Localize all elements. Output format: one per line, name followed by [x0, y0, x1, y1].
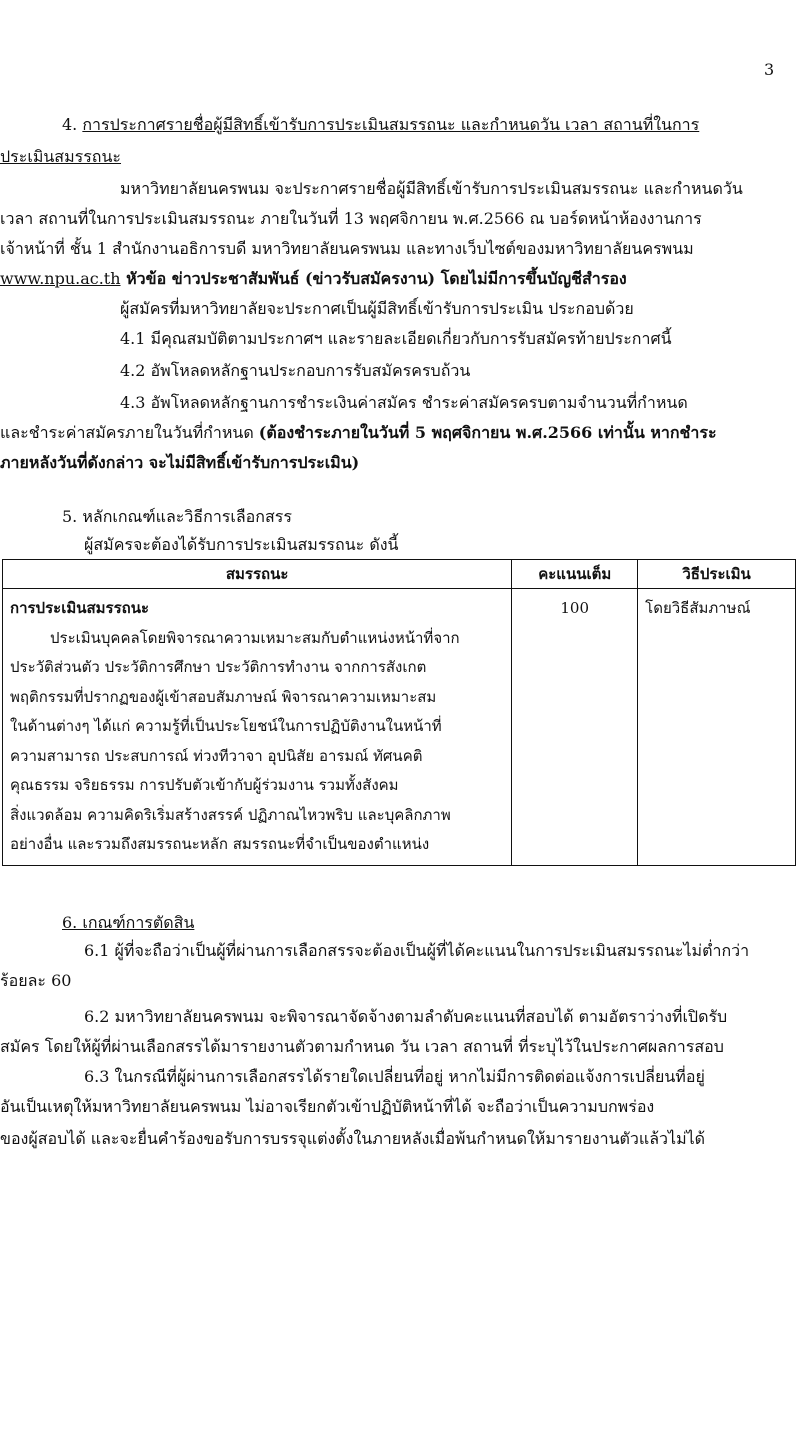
- competency-line: ในด้านต่างๆ ได้แก่ ความรู้ที่เป็นประโยชน์ในการปฏิบัติงานในหน้าที่: [10, 717, 442, 735]
- section4-para1-line3: เจ้าหน้าที่ ชั้น 1 สำนักงานอธิการบดี มหาวิทยาลัยนครพนม และทางเว็บไซต์ของมหาวิทยาลัยนครพนม: [0, 239, 694, 258]
- method-value: โดยวิธีสัมภาษณ์: [645, 599, 751, 617]
- section6-p62-line2: สมัคร โดยให้ผู้ที่ผ่านเลือกสรรได้มารายงานตัวตามกำหนด วัน เวลา สถานที่ ที่ระบุไว้ในประกาศผลการสอบ: [0, 1037, 724, 1056]
- section4-para1-line1: มหาวิทยาลัยนครพนม จะประกาศรายชื่อผู้มีสิทธิ์เข้ารับการประเมินสมรรถนะ และกำหนดวัน: [120, 179, 743, 198]
- competency-line: ประเมินบุคคลโดยพิจารณาความเหมาะสมกับตำแหน่งหน้าที่จาก: [50, 628, 460, 647]
- section6-heading: 6. เกณฑ์การตัดสิน: [62, 913, 195, 932]
- competency-table: [2, 559, 796, 866]
- section6-p61-line1: 6.1 ผู้ที่จะถือว่าเป็นผู้ที่ผ่านการเลือกสรรจะต้องเป็นผู้ที่ได้คะแนนในการประเมินสมรรถนะไม่ต่ำกว่า: [84, 941, 750, 960]
- section4-item3-line2-normal: และชำระค่าสมัครภายในวันที่กำหนด: [0, 423, 259, 442]
- competency-line: ประวัติส่วนตัว ประวัติการศึกษา ประวัติการทำงาน จากการสังเกต: [10, 658, 427, 676]
- section4-para2: ผู้สมัครที่มหาวิทยาลัยจะประกาศเป็นผู้มีสิทธิ์เข้ารับการประเมิน ประกอบด้วย: [120, 299, 634, 318]
- full-score-value: 100: [560, 599, 590, 617]
- score-cell: [512, 589, 638, 866]
- competency-line: อย่างอื่น และรวมถึงสมรรถนะหลัก สมรรถนะที่จำเป็นของตำแหน่ง: [10, 835, 430, 853]
- section4-heading-number: 4.: [62, 115, 78, 134]
- section6-p63-line2: อันเป็นเหตุให้มหาวิทยาลัยนครพนม ไม่อาจเรียกตัวเข้าปฏิบัติหน้าที่ได้ จะถือว่าเป็นความบกพร่อง: [0, 1097, 655, 1116]
- competency-line: คุณธรรม จริยธรรม การปรับตัวเข้ากับผู้ร่วมงาน รวมทั้งสังคม: [10, 776, 399, 794]
- section4-heading-cont: ประเมินสมรรถนะ: [0, 147, 122, 166]
- section5-intro: ผู้สมัครจะต้องได้รับการประเมินสมรรถนะ ดังนี้: [84, 535, 399, 554]
- method-cell: [638, 589, 796, 866]
- competency-line: สิ่งแวดล้อม ความคิดริเริ่มสร้างสรรค์ ปฏิภาณไหวพริบ และบุคลิกภาพ: [10, 805, 451, 824]
- section4-item3-line2-bold: (ต้องชำระภายในวันที่ 5 พฤศจิกายน พ.ศ.2566 เท่านั้น หากชำระ: [258, 423, 717, 442]
- section6-p63-line3: ของผู้สอบได้ และจะยื่นคำร้องขอรับการบรรจุแต่งตั้งในภายหลังเมื่อพ้นกำหนดให้มารายงานตัวแล้วไม่ได้: [0, 1129, 706, 1148]
- competency-line: ความสามารถ ประสบการณ์ ท่วงทีวาจา อุปนิสัย อารมณ์ ทัศนคติ: [10, 746, 423, 765]
- section6-p62-line1: 6.2 มหาวิทยาลัยนครพนม จะพิจารณาจัดจ้างตามลำดับคะแนนที่สอบได้ ตามอัตราว่างที่เปิดรับ: [84, 1007, 728, 1026]
- section4-item3-line3: ภายหลังวันที่ดังกล่าว จะไม่มีสิทธิ์เข้ารับการประเมิน): [0, 453, 360, 472]
- section4-para1-line4: [0, 268, 627, 290]
- section6-p61-line2: ร้อยละ 60: [0, 971, 72, 990]
- competency-line: พฤติกรรมที่ปรากฏของผู้เข้าสอบสัมภาษณ์ พิจารณาความเหมาะสม: [10, 687, 437, 706]
- section4-item3-line1: 4.3 อัพโหลดหลักฐานการชำระเงินค่าสมัคร ชำระค่าสมัครครบตามจำนวนที่กำหนด: [120, 393, 688, 412]
- header-competency: สมรรถนะ: [3, 560, 512, 589]
- section4-para1-line4-rest: หัวข้อ ข่าวประชาสัมพันธ์ (ข่าวรับสมัครงาน) โดยไม่มีการขึ้นบัญชีสำรอง: [120, 269, 627, 288]
- table-header-row: [3, 560, 796, 589]
- section4-para1-line2: เวลา สถานที่ในการประเมินสมรรถนะ ภายในวันที่ 13 พฤศจิกายน พ.ศ.2566 ณ บอร์ดหน้าห้องงานการ: [0, 209, 702, 228]
- section4-item1: 4.1 มีคุณสมบัติตามประกาศฯ และรายละเอียดเกี่ยวกับการรับสมัครท้ายประกาศนี้: [120, 329, 672, 348]
- competency-cell: [3, 589, 512, 866]
- header-full-score: คะแนนเต็ม: [512, 560, 638, 589]
- section4-item3-line2: [0, 422, 717, 444]
- header-method: วิธีประเมิน: [638, 560, 796, 589]
- section4-heading: [62, 114, 699, 136]
- section4-heading-text: การประกาศรายชื่อผู้มีสิทธิ์เข้ารับการประเมินสมรรถนะ และกำหนดวัน เวลา สถานที่ในการ: [82, 115, 700, 134]
- table-row: [3, 589, 796, 866]
- section4-item2: 4.2 อัพโหลดหลักฐานประกอบการรับสมัครครบถ้วน: [120, 361, 471, 380]
- website-link[interactable]: www.npu.ac.th: [0, 269, 121, 288]
- section5-heading: 5. หลักเกณฑ์และวิธีการเลือกสรร: [62, 507, 292, 526]
- page-number: 3: [764, 60, 775, 79]
- section6-p63-line1: 6.3 ในกรณีที่ผู้ผ่านการเลือกสรรได้รายใดเปลี่ยนที่อยู่ หากไม่มีการติดต่อแจ้งการเปลี่ยนที่อยู่: [84, 1067, 705, 1086]
- competency-title: การประเมินสมรรถนะ: [10, 599, 150, 617]
